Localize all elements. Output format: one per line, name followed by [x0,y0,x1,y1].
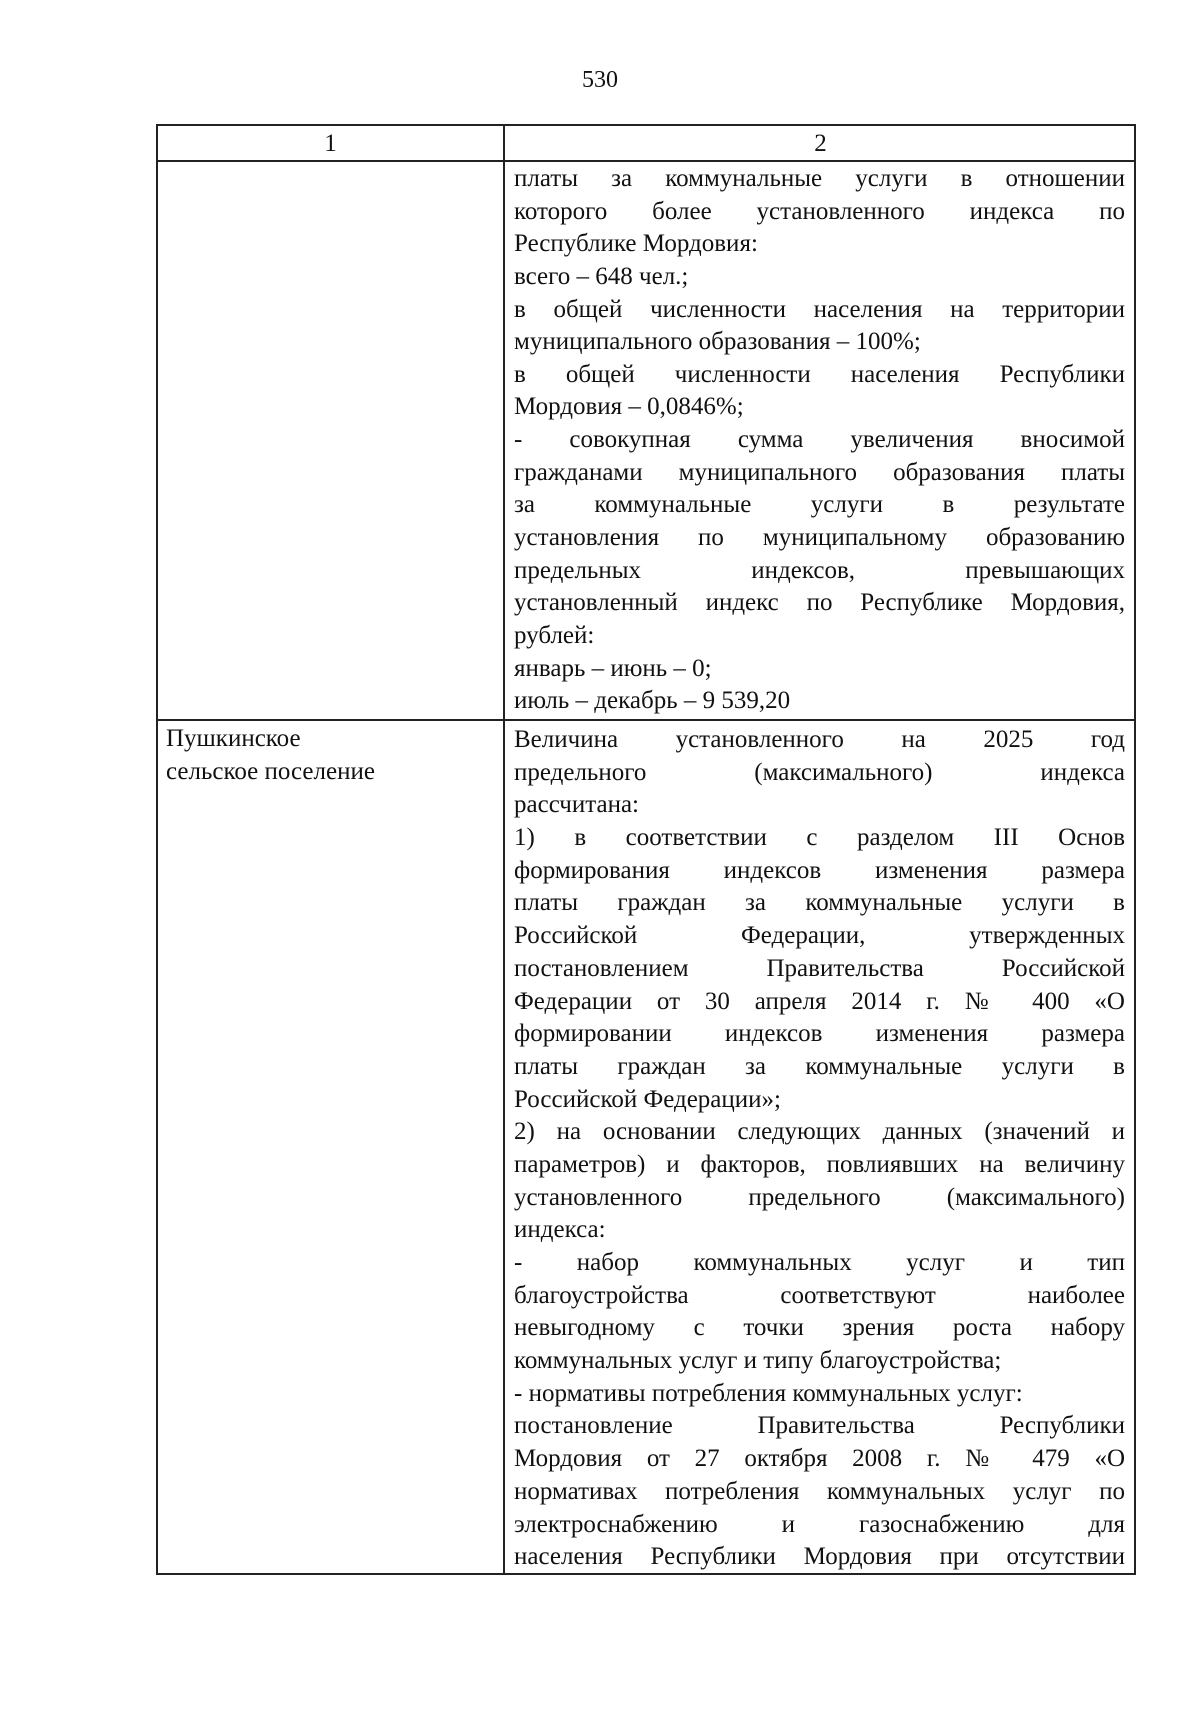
text-line: предельных индексов, превышающих [514,556,1125,584]
column-header-2: 2 [814,130,827,157]
text-line: коммунальных услуг и типу благоустройства; [514,1347,1002,1375]
text-line: Российской Федерации, утвержденных [514,922,1125,950]
row-divider [158,719,1134,721]
text-line: электроснабжению и газоснабжению для [514,1510,1125,1538]
text-line: предельного (максимального) индекса [514,758,1125,786]
text-line: формировании индексов изменения размера [514,1020,1125,1048]
text-line: установленный индекс по Республике Мордовия, [514,589,1125,617]
text-line: в общей численности населения на территории [514,295,1125,323]
text-line: гражданами муниципального образования платы [514,458,1125,486]
header-divider [158,160,1134,162]
text-line: январь – июнь – 0; [514,654,712,682]
text-line: постановлением Правительства Российской [514,954,1125,982]
text-line: - совокупная сумма увеличения вносимой [514,426,1125,454]
text-line: индекса: [514,1216,606,1244]
settlement-name-line: сельское поселение [166,758,375,785]
text-line: рублей: [514,621,595,649]
column-divider [503,126,505,1573]
settlement-name-line: Пушкинское [166,725,301,752]
text-line: платы граждан за коммунальные услуги в [514,1052,1125,1080]
text-line: Мордовия – 0,0846%; [514,393,744,421]
text-line: установленного предельного (максимального) [514,1183,1125,1211]
text-line: Российской Федерации»; [514,1085,781,1113]
text-line: за коммунальные услуги в результате [514,491,1125,519]
text-line: Федерации от 30 апреля 2014 г. № 400 «О [514,987,1125,1015]
text-line: 1) в соответствии с разделом III Основ [514,824,1125,852]
text-line: благоустройства соответствуют наиболее [514,1281,1125,1309]
text-line: установления по муниципальному образованию [514,524,1125,552]
text-line: нормативах потребления коммунальных услуг по [514,1477,1125,1505]
text-line: платы за коммунальные услуги в отношении [514,165,1125,192]
text-line: рассчитана: [514,791,639,819]
text-line: невыгодному с точки зрения роста набору [514,1314,1125,1342]
text-line: параметров) и факторов, повлиявших на величину [514,1150,1125,1178]
row1-description [514,163,1125,718]
text-line: - набор коммунальных услуг и тип [514,1249,1125,1276]
text-line: муниципального образования – 100%; [514,328,921,356]
column-header-1: 1 [324,130,337,157]
text-line: Величина установленного на 2025 год [514,726,1125,753]
text-line: - нормативы потребления коммунальных услуг: [514,1379,1023,1407]
text-line: июль – декабрь – 9 539,20 [514,687,791,715]
text-line: в общей численности населения Республики [514,360,1125,388]
text-line: Республике Мордовия: [514,230,758,258]
text-line: постановление Правительства Республики [514,1412,1125,1440]
text-line: формирования индексов изменения размера [514,856,1125,884]
text-line: населения Республики Мордовия при отсутствии [514,1543,1125,1571]
text-line: платы граждан за коммунальные услуги в [514,889,1125,917]
document-table [156,124,1136,1575]
text-line: которого более установленного индекса по [514,197,1125,225]
row2-settlement-name [166,722,496,788]
row2-description [514,724,1125,1574]
text-line: Мордовия от 27 октября 2008 г. № 479 «О [514,1445,1125,1473]
text-line: 2) на основании следующих данных (значений и [514,1118,1125,1146]
text-line: всего – 648 чел.; [514,262,689,290]
page-number: 530 [582,67,618,93]
